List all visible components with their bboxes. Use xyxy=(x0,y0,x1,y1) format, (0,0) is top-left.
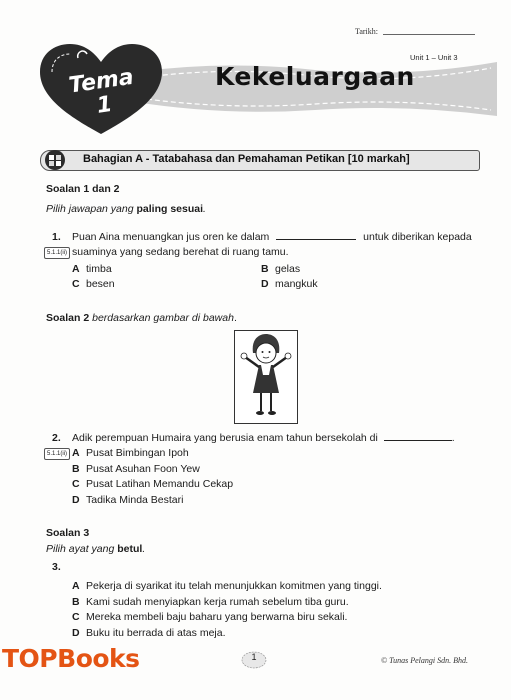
heading-bold: Soalan 2 xyxy=(46,312,90,324)
instruction xyxy=(46,543,145,555)
heading-italic: berdasarkan gambar di bawah xyxy=(89,312,234,324)
option-text: Tadika Minda Bestari xyxy=(86,494,184,506)
option-c xyxy=(72,478,233,490)
instruction-text: Pilih ayat yang xyxy=(46,543,118,555)
heading-end: . xyxy=(233,312,237,324)
skill-code-badge: 5.1.1(ii) xyxy=(44,247,70,259)
option-d xyxy=(72,627,226,639)
question-number: 3. xyxy=(52,561,61,573)
question-text-part: untuk diberikan kepada xyxy=(363,231,472,243)
question-number: 1. xyxy=(52,231,61,243)
question-text-end: . xyxy=(451,432,455,444)
puzzle-icon xyxy=(42,149,68,171)
option-letter: C xyxy=(72,611,80,623)
option-b xyxy=(72,463,200,475)
section-title: Bahagian A - Tatabahasa dan Pemahaman Petikan [10 markah] xyxy=(83,153,410,165)
option-letter: D xyxy=(72,494,80,506)
question-group-heading-2 xyxy=(46,312,237,324)
tema-number: 1 xyxy=(95,91,114,119)
page-number: 1 xyxy=(251,652,257,662)
question-text xyxy=(72,432,455,444)
option-a xyxy=(72,447,189,459)
option-text: besen xyxy=(86,278,115,290)
logo-top: TOP xyxy=(2,644,58,673)
option-text: Pusat Bimbingan Ipoh xyxy=(86,447,189,459)
answer-blank xyxy=(384,440,452,441)
option-letter: B xyxy=(261,263,269,275)
option-text: Pekerja di syarikat itu telah menunjukkan komitmen yang tinggi. xyxy=(86,580,382,592)
instruction xyxy=(46,203,206,215)
skill-code-badge: 5.1.1(ii) xyxy=(44,448,70,460)
option-text: timba xyxy=(86,263,112,275)
option-b xyxy=(261,263,300,275)
tema-word: Tema xyxy=(67,64,136,99)
option-letter: C xyxy=(72,478,80,490)
question-text-part: Adik perempuan Humaira yang berusia enam tahun bersekolah di xyxy=(72,432,378,444)
logo-books: Books xyxy=(57,644,140,673)
instruction-emphasis: paling sesuai xyxy=(136,203,204,215)
date-label: Tarikh: xyxy=(355,27,378,36)
question-text-line2: suaminya yang sedang berehat di ruang tamu. xyxy=(72,246,289,258)
instruction-text: Pilih jawapan yang xyxy=(46,203,137,215)
option-text: gelas xyxy=(275,263,301,275)
option-text: Kami sudah menyiapkan kerja rumah sebelum tiba guru. xyxy=(86,596,349,608)
option-text: Pusat Asuhan Foon Yew xyxy=(86,463,200,475)
answer-blank xyxy=(276,239,356,240)
option-letter: A xyxy=(72,447,80,459)
option-d xyxy=(72,494,183,506)
instruction-end: . xyxy=(142,543,146,555)
option-c xyxy=(72,278,115,290)
topbooks-logo xyxy=(2,644,140,673)
option-text: Mereka membeli baju baharu yang berwarna biru sekali. xyxy=(86,611,348,623)
instruction-emphasis: betul xyxy=(117,543,143,555)
girl-illustration xyxy=(234,330,298,424)
option-letter: B xyxy=(72,463,80,475)
option-letter: A xyxy=(72,263,80,275)
option-letter: B xyxy=(72,596,80,608)
question-group-heading-3: Soalan 3 xyxy=(46,527,90,539)
option-text: Pusat Latihan Memandu Cekap xyxy=(86,478,234,490)
question-group-heading: Soalan 1 dan 2 xyxy=(46,183,120,195)
date-blank-line xyxy=(383,34,475,35)
option-letter: D xyxy=(72,627,80,639)
copyright: © Tunas Pelangi Sdn. Bhd. xyxy=(381,656,468,665)
option-letter: D xyxy=(261,278,269,290)
option-a xyxy=(72,263,112,275)
option-letter: A xyxy=(72,580,80,592)
page-title: Kekeluargaan xyxy=(215,62,415,91)
instruction-end: . xyxy=(203,203,206,215)
option-text: mangkuk xyxy=(275,278,318,290)
option-b xyxy=(72,596,349,608)
unit-range: Unit 1 – Unit 3 xyxy=(410,53,458,62)
question-text-part: Puan Aina menuangkan jus oren ke dalam xyxy=(72,231,270,243)
option-text: Buku itu berrada di atas meja. xyxy=(86,627,226,639)
option-a xyxy=(72,580,382,592)
option-d xyxy=(261,278,318,290)
question-number: 2. xyxy=(52,432,61,444)
option-letter: C xyxy=(72,278,80,290)
option-c xyxy=(72,611,347,623)
question-text xyxy=(72,231,472,243)
